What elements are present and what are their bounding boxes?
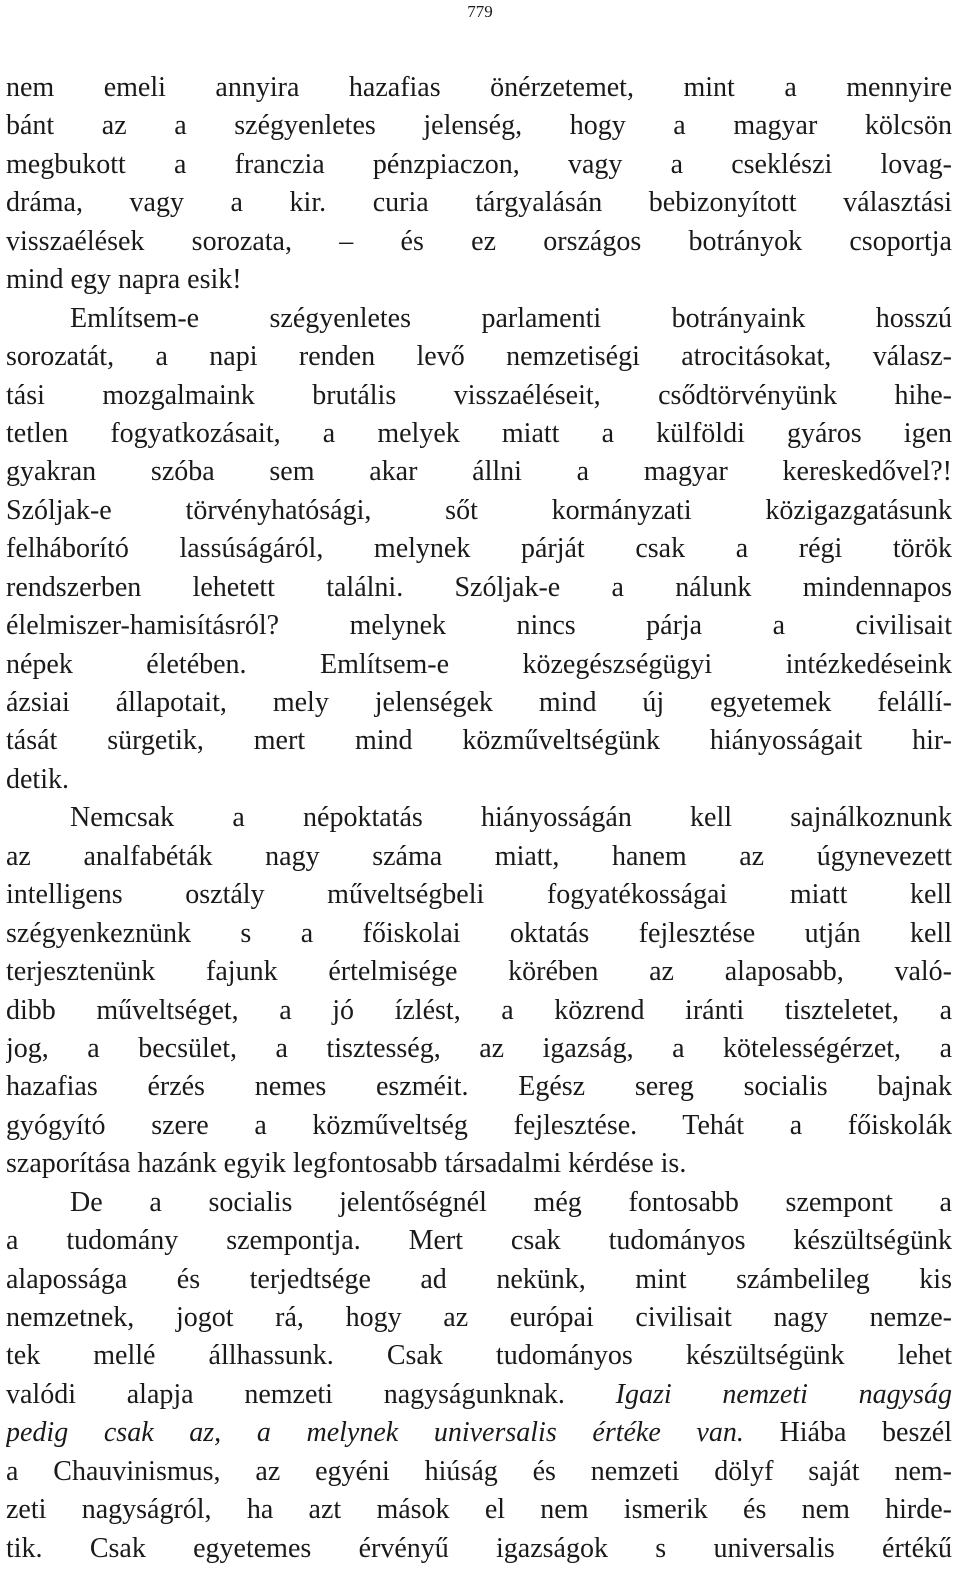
text-line: az analfabéták nagy száma miatt, hanem az úgynevezett (6, 840, 952, 872)
text-line: szaporítása hazánk egyik legfontosabb társadalmi kérdése is. (6, 1148, 687, 1180)
text-line: visszaélések sorozata, – és ez országos botrányok csoportja (6, 225, 952, 257)
text-line: dráma, vagy a kir. curia tárgyalásán bebizonyított választási (6, 187, 952, 219)
text-line: mind egy napra esik! (6, 264, 242, 296)
text-line: alapossága és terjedtsége ad nekünk, mint számbelileg kis (6, 1263, 952, 1295)
text-line: felháborító lassúságáról, melynek párját csak a régi török (6, 533, 952, 565)
text-line: szégyenkeznünk s a főiskolai oktatás fejlesztése utján kell (6, 917, 952, 949)
text-line: rendszerben lehetett találni. Szóljak-e a nálunk mindennapos (6, 571, 952, 603)
text-line: hazafias érzés nemes eszméit. Egész sereg socialis bajnak (6, 1071, 952, 1103)
text-segment: valódi alapja nemzeti nagyságunknak. (6, 1378, 565, 1410)
text-line: Szóljak-e törvényhatósági, sőt kormányzati közigazgatásunk (6, 494, 952, 526)
body-text (6, 69, 952, 1568)
text-line-mixed (6, 1376, 952, 1414)
text-line: tek mellé állhassunk. Csak tudományos készültségünk lehet (6, 1340, 952, 1372)
text-line: detik. (6, 763, 69, 795)
text-segment: Hiába beszél (779, 1417, 952, 1449)
paragraph-first-line: Nemcsak a népoktatás hiányosságán kell sajnálkoznunk (70, 802, 952, 834)
text-line: a Chauvinismus, az egyéni hiúság és nemzeti dölyf saját nem- (6, 1455, 952, 1487)
text-line: megbukott a franczia pénzpiaczon, vagy a cseklészi lovag- (6, 148, 952, 180)
text-line: tási mozgalmaink brutális visszaéléseit, csődtörvényünk hihe- (6, 379, 952, 411)
text-line: nem emeli annyira hazafias önérzetemet, mint a mennyire (6, 72, 952, 103)
text-line: jog, a becsület, a tisztesség, az igazság, a kötelességérzet, a (6, 1032, 952, 1064)
text-line: terjesztenünk fajunk értelmisége körében az alaposabb, való- (6, 956, 952, 988)
text-line-mixed (6, 1414, 952, 1452)
text-line: tetlen fogyatkozásait, a melyek miatt a külföldi gyáros igen (6, 417, 952, 449)
text-line: nemzetnek, jogot rá, hogy az európai civilisait nagy nemze- (6, 1302, 952, 1333)
text-line: sorozatát, a napi renden levő nemzetiségi atrocitásokat, válasz- (6, 341, 952, 373)
text-line: ázsiai állapotait, mely jelenségek mind új egyetemek felállí- (6, 687, 952, 718)
text-line: népek életében. Említsem-e közegészségügyi intézkedéseink (6, 648, 952, 680)
page-number (0, 2, 960, 22)
text-line: gyógyító szere a közműveltség fejlesztése. Tehát a főiskolák (6, 1109, 952, 1141)
text-line: élelmiszer-hamisításról? melynek nincs párja a civilisait (6, 610, 952, 642)
italic-segment: pedig csak az, a melynek universalis értéke van. (6, 1417, 744, 1449)
italic-segment: Igazi nemzeti nagyság (615, 1378, 952, 1410)
text-line: tását sürgetik, mert mind közműveltségünk hiányosságait hir- (6, 725, 952, 757)
text-line: intelligens osztály műveltségbeli fogyatékosságai miatt kell (6, 879, 952, 911)
page-number-text: 779 (467, 2, 493, 21)
text-line: bánt az a szégyenletes jelenség, hogy a magyar kölcsön (6, 110, 952, 142)
text-line: dibb műveltséget, a jó ízlést, a közrend iránti tiszteletet, a (6, 994, 952, 1026)
paragraph-first-line: Említsem-e szégyenletes parlamenti botrányaink hosszú (70, 302, 952, 334)
text-line: zeti nagyságról, ha azt mások el nem ismerik és nem hirde- (6, 1494, 952, 1526)
text-line: gyakran szóba sem akar állni a magyar kereskedővel?! (6, 456, 952, 488)
paragraph-first-line: De a socialis jelentőségnél még fontosabb szempont a (70, 1186, 952, 1218)
text-line: tik. Csak egyetemes érvényű igazságok s universalis értékű (6, 1532, 952, 1564)
text-line: a tudomány szempontja. Mert csak tudományos készültségünk (6, 1225, 952, 1257)
